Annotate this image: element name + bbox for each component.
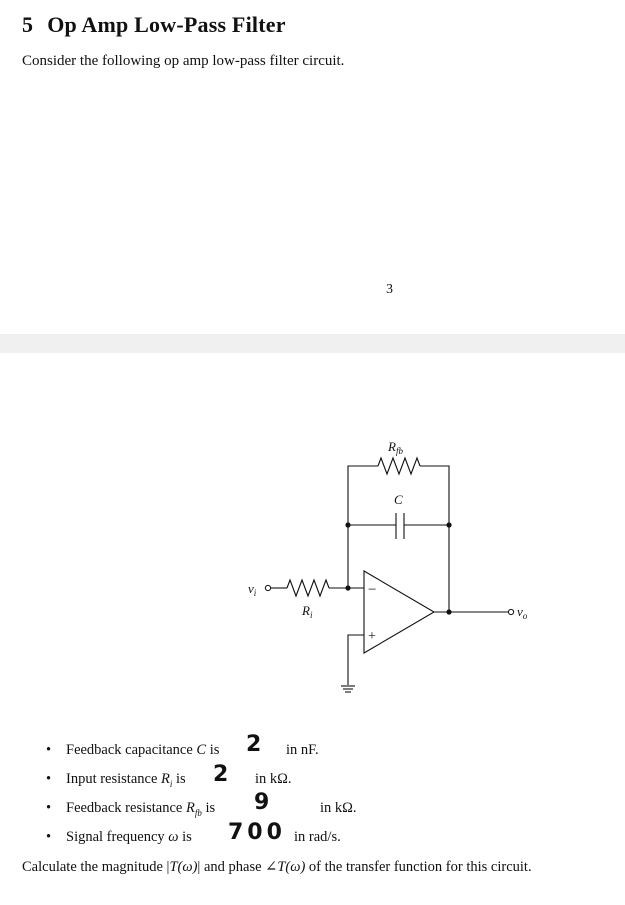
ri-resistor (287, 580, 329, 596)
question-text: Calculate the magnitude |T(ω)| and phase ∠T(ω) of the transfer function for this circuit. (22, 859, 532, 875)
section-heading (22, 12, 286, 38)
section-number: 5 (22, 12, 34, 37)
circuit-diagram (0, 353, 625, 723)
item-symbol: ω (168, 829, 179, 845)
item-label: Signal frequency (66, 829, 169, 845)
vo-terminal (508, 609, 513, 614)
vi-label: $v_i$ (248, 581, 257, 598)
rfb-resistor (378, 458, 420, 474)
bullet: • (46, 771, 52, 787)
vi-terminal (265, 585, 270, 590)
opamp-plus-label: + (368, 629, 376, 644)
cap-label: C (394, 492, 403, 507)
item-label: Input resistance (66, 771, 162, 787)
page-break (0, 334, 625, 353)
node-dot-right (446, 522, 451, 527)
item-subscript: fb (194, 807, 202, 818)
unit-input-resistance: in kΩ. (255, 771, 292, 787)
item-is: is (206, 742, 220, 758)
ground-wire (348, 635, 364, 685)
handwritten-value-input-resistance: 2 (213, 762, 229, 787)
handwritten-value-feedback-resistance: 9 (254, 790, 270, 815)
item-label: Feedback capacitance (66, 742, 197, 758)
node-dot-output (446, 609, 451, 614)
node-dot-left (345, 522, 350, 527)
rfb-wire (348, 466, 378, 525)
item-is: is (172, 771, 186, 787)
magnitude-symbol: T(ω) (169, 859, 198, 875)
bullet: • (46, 829, 52, 845)
item-symbol: R (185, 800, 195, 816)
bullet: • (46, 800, 52, 816)
item-is: is (178, 829, 192, 845)
item-is: is (201, 800, 216, 816)
page-number: 3 (386, 282, 393, 297)
item-subscript: i (169, 778, 173, 789)
bullet: • (46, 742, 52, 758)
unit-frequency: in rad/s. (294, 829, 341, 845)
node-dot-input (345, 585, 350, 590)
rfb-label: $R_{fb}$ (388, 439, 403, 456)
item-label: Feedback resistance (66, 800, 186, 816)
phase-symbol: T(ω) (277, 859, 306, 875)
opamp-minus-label: − (368, 582, 377, 598)
rfb-wire-right (420, 466, 449, 525)
ri-label: $R_i$ (302, 603, 313, 620)
item-symbol: C (196, 742, 207, 758)
item-symbol: R (161, 771, 170, 787)
unit-feedback-resistance: in kΩ. (320, 800, 357, 816)
handwritten-value-frequency: 700 (228, 820, 286, 845)
vo-label: $v_o$ (517, 604, 528, 621)
intro-text: Consider the following op amp low-pass filter circuit. (22, 53, 345, 69)
handwritten-value-capacitance: 2 (246, 732, 262, 757)
section-title: Op Amp Low-Pass Filter (47, 12, 286, 37)
unit-capacitance: in nF. (286, 742, 319, 758)
